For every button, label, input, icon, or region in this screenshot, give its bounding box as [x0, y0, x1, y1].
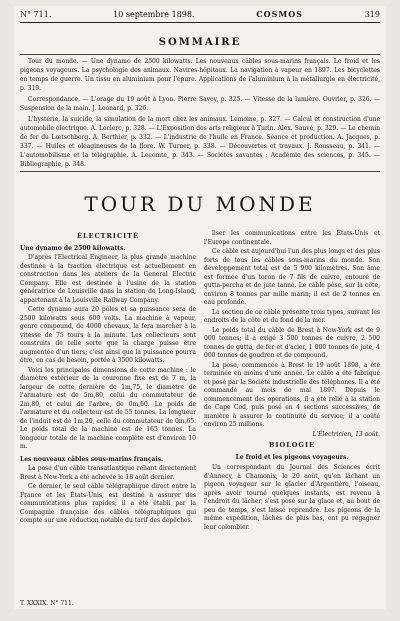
article-paragraph: Un correspondant du Journal des Sciences écrit d'Annecy, à Chamonix, le 20 août, qu'en lâchant un pigeon voyageur sur le glacier d'Argentière, l'oiseau, après avoir tourné quelques instants, est revenu à l'endroit du lâcher, s'est posé sur la glace et, au bout de peu de temps, s'est laissé reprendre. Les pigeons de la même expédition, lâchés de plus bas, ont pu regagner leur colombier. [204, 464, 380, 531]
article-source: L'Électricien, 13 août. [312, 430, 380, 438]
sommaire-rule-bottom [20, 171, 380, 172]
sommaire-paragraph: Correspondance. — L'orage du 19 août à Lyon. Pierre Savoy, p. 325. — Vitesse de la lumière. Ouvrier, p. 326. — Suspension de la main. J. Leonard, p. 326. [20, 96, 380, 112]
issue-date: 10 septembre 1898. [113, 9, 195, 19]
article-columns [20, 230, 380, 533]
section-title: TOUR DU MONDE [84, 192, 316, 216]
article-paragraph: Ce dernier, le seul câble télégraphique direct entre la France et les États-Unis, est destiné à assurer des communications plus rapides; il a été établi par la Compagnie française des câbles télégraphiques qui compte sur une réduction notable du tarif des dépêches. [20, 483, 196, 524]
header-rule [20, 22, 380, 23]
page-footer: T. XXXIX. N° 711. [20, 600, 74, 607]
issue-number: N° 711. [20, 9, 52, 19]
sommaire-title: SOMMAIRE [158, 37, 242, 48]
journal-page [14, 6, 386, 609]
article-paragraph: liser les communications entre les États-Unis et l'Europe continentale. [204, 230, 380, 246]
page-header [20, 6, 380, 22]
article-paragraph: Voici les principales dimensions de cette machine : le diamètre extérieur de la couronne fixe est de 7 m, la largeur de cette dernière de 1m,75, le diamètre de l'armature est de 5m,80, celui du commutateur de 2m,80, et celui de l'arbre, de 0m,60. Le poids de l'armature et du collecteur est de 55 tonnes. La longueur de l'induit est de 1m,20, celle du commutateur de 0m,65. Le poids total de la machine est de 165 tonnes. La longueur totale de la machine complète est d'environ 10 m. [20, 366, 196, 450]
article-paragraph: D'après l'Electrical Engineer, la plus grande machine destinée à la traction électrique est actuellement en construction dans les ateliers de la General Electric Company. Elle est destinée à l'usine de la station génératrice de Louisville dans la station de Long-Island, appartenant à la Louisville Railway Company. [20, 254, 196, 304]
article-title: Les nouveaux câbles sous-marins français. [20, 455, 164, 463]
right-column [204, 230, 380, 533]
article-paragraph: La pose d'un câble transatlantique reliant directement Brest à New-York a été achevée le 18 août dernier. [20, 465, 196, 481]
article-paragraph: Ce câble est aujourd'hui l'un des plus longs et des plus forts de tous les câbles sous-marins du monde. Son développement total est de 5 900 kilomètres. Son âme est formée d'un toron de 7 fils de cuivre, entouré de gutta-percha et de jute tanné. Le câble pèse, sur la côte, environ 8 tonnes par mille marin; il est de 2 tonnes en eau profonde. [204, 248, 380, 306]
sommaire-contents [20, 57, 380, 169]
left-column [20, 230, 196, 533]
section-heading: BIOLOGIE [269, 441, 315, 449]
sommaire-paragraph: L'hystérie, la suicide, la simulation de la mort chez les animaux. Lemoine, p. 327. — Calcul et construction d'une automobile électrique. A. Leclerc, p. 328. — L'Exposition des arts religieux à Turin. Alex. Sauvé, p. 329. — Le chemin de fer du Lœtschberg. A. Berthier, p. 332. — L'industrie de l'huile en France. Séance et production. A. Jacques, p. 337. — Huiles et oléagineuses de la flore. W. Turner, p. 338. — Découvertes et travaux. J. Rousseau, p. 341. — L'automobilisme et la télégraphie. A. Lecomte, p. 343. — Sociétés savantes : Académie des sciences, p. 345. — Bibliographie, p. 348. [20, 116, 380, 168]
page-number: 319 [364, 9, 380, 19]
article-paragraph: Cette dynamo aura 20 pôles et sa puissance sera de 2500 kilowatts sous 600 volts. La machine à vapeur, genre compound, de 4000 chevaux, la fera marcher à la vitesse de 75 tours à la minute. Les collecteurs sont construits de telle sorte que la charge puisse être augmentée d'un tiers; c'est ainsi que la puissance pourra être, en cas de besoin, portée à 3500 kilowatts. [20, 306, 196, 364]
section-heading: ÉLECTRICITÉ [77, 232, 139, 240]
article-paragraph: La section de ce câble présente trois types, suivant les endroits de la côte et du fond de la mer. [204, 308, 380, 324]
sommaire-paragraph: Tour du monde. — Une dynamo de 2500 kilowatts. Les nouveaux câbles sous-marins français. Le froid et les pigeons voyageurs. La psychologie des animaux. Navires-hôpitaux. La navigation à vapeur en 1897. Les bicyclettes en temps de guerre. Un tissu en aluminium pour l'épure. Applications de l'aluminium à la métallurgie en électricité, p. 319. [20, 58, 380, 92]
sommaire-rule-top [20, 54, 380, 55]
journal-name: COSMOS [256, 9, 303, 19]
article-paragraph: La pose, commencée à Brest le 19 août 1898, a été terminée en moins d'une année. Le câble a été fabriqué et posé par la Société industrielle des téléphones. Il a été commandé au mois de mai 1897. Depuis le commencement des opérations, il a été relié à la station de Cape Cod, puis posé en 4 sections successives, de manière à assurer la continuité du service; il a coûté environ 25 millions. [204, 361, 380, 428]
article-paragraph: Le poids total du câble de Brest à New-York est de 9 000 tonnes; il a exigé 3 500 tonnes de cuivre, 2 500 tonnes de gutta, de fer et d'acier, 1 000 tonnes de jute, 4 000 tonnes de goudron et de compound. [204, 326, 380, 359]
article-title: Le froid et les pigeons voyageurs. [235, 453, 349, 461]
article-title: Une dynamo de 2500 kilowatts. [20, 244, 126, 252]
